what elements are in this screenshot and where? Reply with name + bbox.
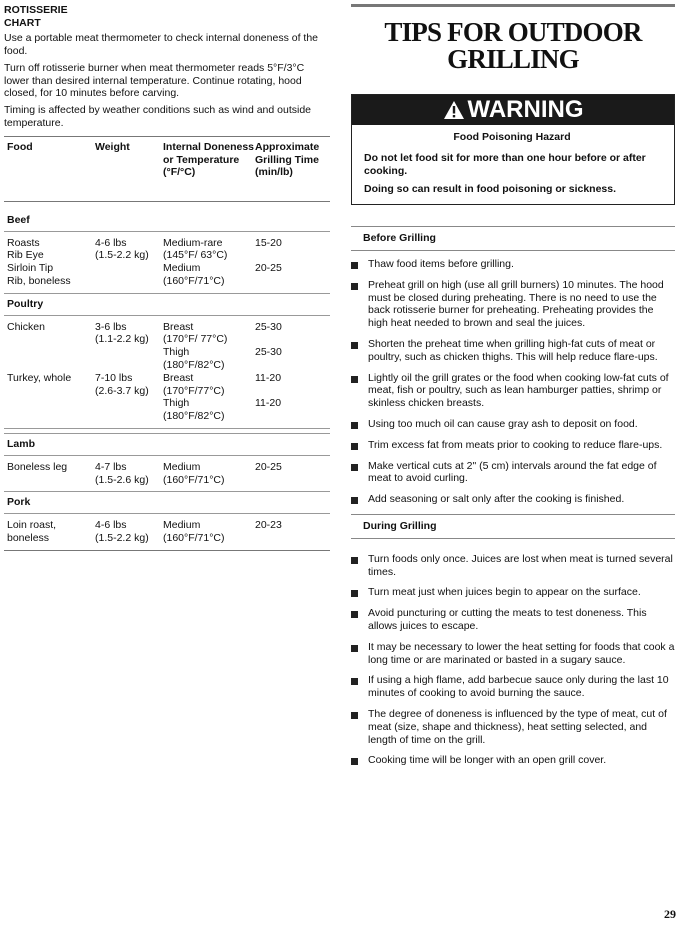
table-row: [4, 514, 330, 550]
during-grilling-list: [351, 553, 675, 767]
section-title: ROTISSERIE: [4, 4, 68, 16]
list-item: Thaw food items before grilling.: [351, 258, 675, 271]
weight-cell: 4-7 lbs (1.5-2.6 kg): [95, 460, 149, 486]
list-item: The degree of doneness is influenced by the type of meat, cut of meat (size, shape and thickness), heat setting selected, and length of time on the grill.: [351, 708, 675, 746]
during-grilling-heading: During Grilling: [351, 514, 675, 539]
time-cell: 15-20 20-25: [255, 236, 282, 275]
bullet-icon: [351, 464, 358, 471]
bullet-icon: [351, 590, 358, 597]
header-doneness: Internal Doneness or Temperature (°F/°C): [163, 140, 255, 179]
list-item: Make vertical cuts at 2" (5 cm) intervals around the fat edge of meat to avoid curling.: [351, 460, 675, 486]
table-row: [4, 316, 330, 372]
list-item: If using a high flame, add barbecue sauce only during the last 10 minutes of cooking to avoid burning the sauce.: [351, 674, 675, 700]
list-item: It may be necessary to lower the heat setting for foods that cook a long time or are marinated or basted in a sugary sauce.: [351, 641, 675, 667]
list-item: Shorten the preheat time when grilling high-fat cuts of meat or poultry, such as chicken thighs. This will help reduce flare-ups.: [351, 338, 675, 364]
bullet-icon: [351, 557, 358, 564]
page-number: 29: [664, 907, 676, 921]
intro-text: [4, 32, 330, 130]
warning-text: Doing so can result in food poisoning or sickness.: [364, 183, 617, 196]
category-pork: Pork: [4, 492, 330, 514]
bullet-icon: [351, 497, 358, 504]
bullet-icon: [351, 422, 358, 429]
before-grilling-heading: Before Grilling: [351, 226, 675, 251]
bullet-icon: [351, 342, 358, 349]
header-time: Approximate Grilling Time (min/lb): [255, 140, 320, 179]
category-lamb: Lamb: [4, 433, 330, 456]
bullet-icon: [351, 376, 358, 383]
grilling-tips-section: [351, 4, 675, 775]
hazard-title: Food Poisoning Hazard: [453, 131, 571, 143]
warning-label: WARNING: [467, 96, 584, 123]
bullet-icon: [351, 678, 358, 685]
list-item: Trim excess fat from meats prior to cooking to reduce flare-ups.: [351, 439, 675, 452]
warning-body: [352, 125, 674, 204]
list-item: Turn meat just when juices begin to appear on the surface.: [351, 586, 675, 599]
time-cell: 25-30 25-30: [255, 320, 282, 359]
list-item: Turn foods only once. Juices are lost when meat is turned several times.: [351, 553, 675, 579]
time-cell: 20-25: [255, 460, 282, 473]
before-grilling-list: [351, 258, 675, 506]
food-cell: Loin roast, boneless: [7, 519, 57, 544]
temp-cell: Breast (170°F/ 77°C) Thigh (180°F/82°C): [163, 320, 228, 371]
warning-box: [351, 94, 675, 205]
list-item: Avoid puncturing or cutting the meats to test doneness. This allows juices to escape.: [351, 607, 675, 633]
header-weight: Weight: [95, 140, 130, 153]
temp-cell: Medium-rare (145°F/ 63°C) Medium (160°F/71°C): [163, 236, 228, 288]
table-header: [4, 137, 330, 202]
weight-cell: 4-6 lbs (1.5-2.2 kg): [95, 519, 149, 544]
list-item: Preheat grill on high (use all grill burners) 10 minutes. The hood must be closed during preheating. There is no need to use the back rotisserie burner for preheating. Preheating provides the high heat needed to brown and seal the juices.: [351, 279, 675, 330]
page-title: TIPS FOR OUTDOOR GRILLING: [384, 17, 642, 74]
bullet-icon: [351, 645, 358, 652]
bullet-icon: [351, 712, 358, 719]
time-cell: 20-23: [255, 519, 282, 532]
warning-text: Do not let food sit for more than one hour before or after cooking.: [364, 151, 646, 177]
food-cell: Roasts Rib Eye Sirloin Tip Rib, boneless: [7, 236, 71, 288]
list-item: Using too much oil can cause gray ash to deposit on food.: [351, 418, 675, 431]
temp-cell: Medium (160°F/71°C): [163, 460, 225, 486]
weight-cell: 4-6 lbs (1.5-2.2 kg): [95, 236, 149, 262]
section-subtitle: CHART: [4, 17, 41, 30]
warning-header: [352, 95, 674, 125]
bullet-icon: [351, 611, 358, 618]
bullet-icon: [351, 758, 358, 765]
food-cell: Turkey, whole: [7, 371, 72, 384]
list-item: Add seasoning or salt only after the cooking is finished.: [351, 493, 675, 506]
intro-paragraph: Use a portable meat thermometer to check internal doneness of the food.: [4, 32, 319, 58]
list-item: Lightly oil the grill grates or the food when cooking low-fat cuts of meat, fish or poultry, such as lean hamburger patties, shrimp or skinless chicken breasts.: [351, 372, 675, 410]
temp-cell: Medium (160°F/71°C): [163, 519, 225, 544]
table-row: [4, 456, 330, 493]
temp-cell: Breast (170°F/77°C) Thigh (180°F/82°C): [163, 371, 225, 423]
weight-cell: 3-6 lbs (1.1-2.2 kg): [95, 320, 149, 346]
table-row: [4, 372, 330, 429]
list-item: Cooking time will be longer with an open grill cover.: [351, 754, 675, 767]
intro-paragraph: Timing is affected by weather conditions such as wind and outside temperature.: [4, 104, 312, 130]
table-row: [4, 232, 330, 294]
intro-paragraph: Turn off rotisserie burner when meat thermometer reads 5°F/3°C lower than desired internal temperature. Continue rotating, hood closed, for 10 minutes before carving.: [4, 61, 305, 100]
food-cell: Boneless leg: [7, 460, 68, 473]
bullet-icon: [351, 283, 358, 290]
food-cell: Chicken: [7, 320, 45, 333]
time-cell: 11-20 11-20: [255, 371, 282, 410]
rotisserie-section: [4, 4, 330, 551]
header-food: Food: [7, 140, 33, 153]
weight-cell: 7-10 lbs (2.6-3.7 kg): [95, 371, 149, 397]
warning-triangle-icon: [443, 100, 465, 120]
bullet-icon: [351, 262, 358, 269]
category-poultry: Poultry: [4, 294, 330, 316]
rotisserie-table: [4, 136, 330, 551]
top-divider: [351, 4, 675, 7]
category-beef: Beef: [4, 210, 330, 232]
bullet-icon: [351, 443, 358, 450]
